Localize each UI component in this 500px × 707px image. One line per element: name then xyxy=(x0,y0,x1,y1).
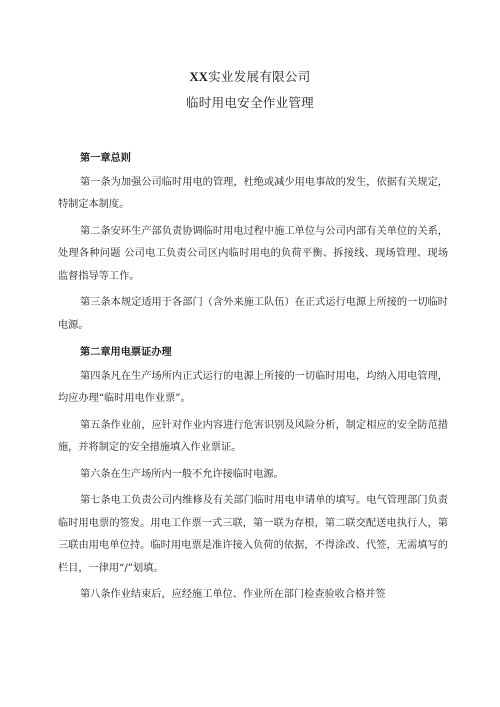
article-3: 第三条本规定适用于各部门（含外来施工队伍）在正式运行电源上所接的一切临时电源。 xyxy=(58,297,448,331)
company-name-suffix: 实业发展有限公司 xyxy=(208,69,311,84)
article-1: 第一条为加强公司临时用电的管理，杜绝或减少用电事故的发生，依据有关规定，特制定本制度。 xyxy=(58,176,448,210)
company-name xyxy=(0,67,500,85)
article-7: 第七条电工负责公司内维修及有关部门临时用电申请单的填写。电气管理部门负责临时用电票的签发。用电工作票一式三联，第一联为存根，第二联交配送电执行人，第三联由用电单位持。临时用电票是准许接入负荷的依据，不得涂改、代签，无需填写的栏目，一律用“/”划填。 xyxy=(58,495,448,574)
article-2: 第二条安环生产部负责协调临时用电过程中施工单位与公司内部有关单位的关系，处理各种问题 公司电工负责公司区内临时用电的负荷平衡、拆接线、现场管理、现场监督指导等工作。 xyxy=(58,225,448,282)
chapter-1-heading: 第一章总则 xyxy=(80,152,131,164)
company-name-prefix: XX xyxy=(189,70,209,84)
article-8: 第八条作业结束后，应经施工单位、作业所在部门检查验收合格并签 xyxy=(80,589,386,600)
chapter-2-heading: 第二章用电票证办理 xyxy=(80,346,172,358)
article-4: 第四条凡在生产场所内正式运行的电源上所接的一切临时用电，均纳入用电管理，均应办理“临时用电作业票”。 xyxy=(58,370,448,404)
document-title: 临时用电安全作业管理 xyxy=(185,95,314,110)
document-body xyxy=(58,147,448,611)
article-6: 第六条在生产场所内一般不允许接临时电源。 xyxy=(80,468,284,480)
article-5: 第五条作业前，应针对作业内容进行危害识别及风险分析，制定相应的安全防范措施，并将制定的安全措施填入作业票证。 xyxy=(58,419,448,453)
